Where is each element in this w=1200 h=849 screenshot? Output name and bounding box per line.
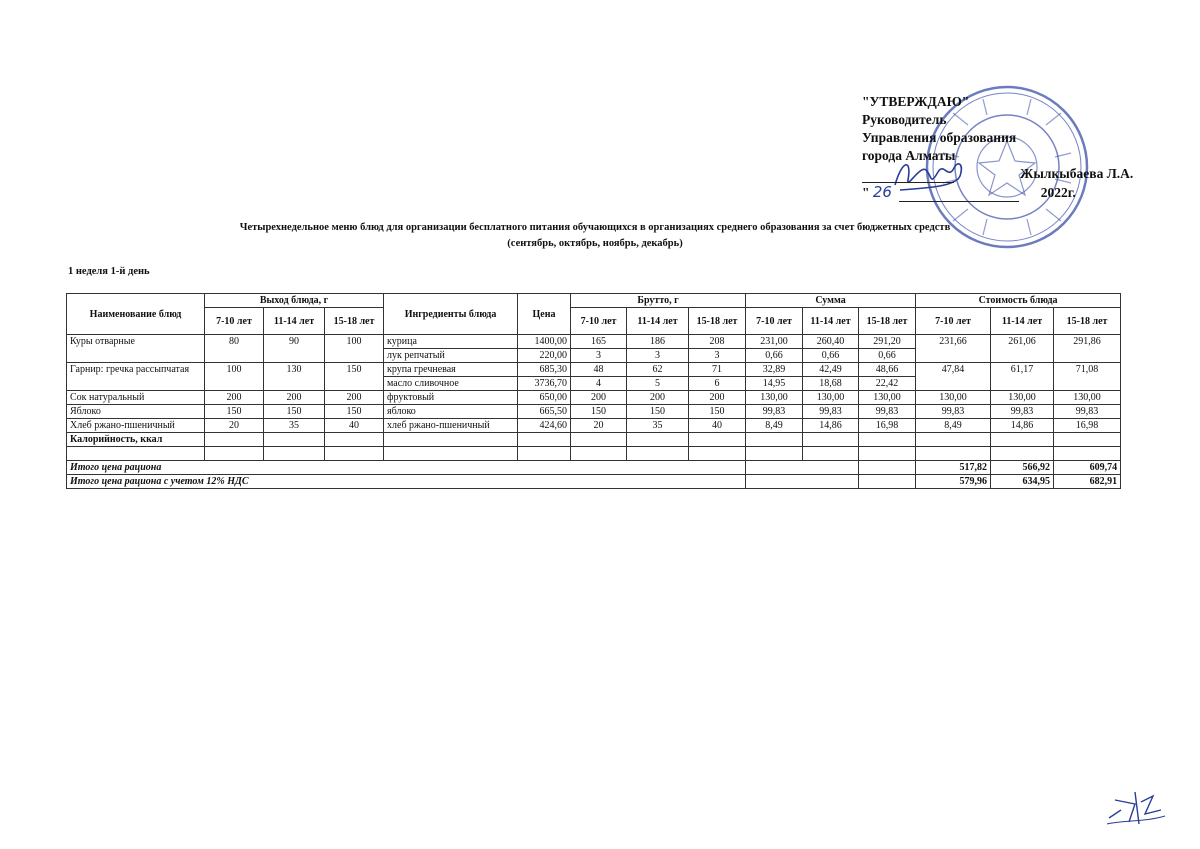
sum-cell: 48,66 (859, 363, 916, 377)
table-row (67, 391, 1121, 405)
approval-date-row (862, 183, 1133, 202)
cost-cell: 16,98 (1054, 419, 1121, 433)
age-header: 11-14 лет (991, 308, 1054, 335)
yield-cell: 150 (325, 363, 384, 391)
gross-cell: 200 (627, 391, 689, 405)
dish-name: Хлеб ржано-пшеничный (67, 419, 205, 433)
ingredient-cell: хлеб ржано-пшеничный (384, 419, 518, 433)
sum-cell: 8,49 (746, 419, 803, 433)
approval-department: Управления образования (862, 130, 1017, 145)
calories-label: Калорийность, ккал (67, 433, 205, 447)
ingredient-cell: крупа гречневая (384, 363, 518, 377)
sum-cell: 0,66 (803, 349, 859, 363)
sum-cell: 99,83 (803, 405, 859, 419)
sum-cell: 130,00 (859, 391, 916, 405)
gross-cell: 20 (571, 419, 627, 433)
gross-cell: 40 (689, 419, 746, 433)
yield-cell: 150 (264, 405, 325, 419)
menu-table (66, 293, 1121, 489)
header-row-2 (67, 308, 1121, 335)
age-header: 11-14 лет (264, 308, 325, 335)
approval-block (862, 93, 1133, 202)
gross-cell: 48 (571, 363, 627, 377)
age-header: 15-18 лет (859, 308, 916, 335)
total-vat-value: 579,96 (916, 475, 991, 489)
total-value: 517,82 (916, 461, 991, 475)
gross-cell: 200 (571, 391, 627, 405)
age-header: 7-10 лет (916, 308, 991, 335)
sum-cell: 14,86 (803, 419, 859, 433)
yield-cell: 130 (264, 363, 325, 391)
approval-position: Руководитель (862, 112, 947, 127)
sum-cell: 22,42 (859, 377, 916, 391)
age-header: 7-10 лет (746, 308, 803, 335)
cost-cell: 99,83 (1054, 405, 1121, 419)
cost-cell: 261,06 (991, 335, 1054, 363)
total-vat-value: 682,91 (1054, 475, 1121, 489)
price-cell: 424,60 (518, 419, 571, 433)
sum-cell: 99,83 (746, 405, 803, 419)
gross-cell: 150 (627, 405, 689, 419)
yield-cell: 150 (205, 405, 264, 419)
table-row (67, 405, 1121, 419)
cost-cell: 47,84 (916, 363, 991, 391)
header-row-1 (67, 294, 1121, 308)
date-day: 26 (872, 183, 892, 201)
date-month-line (899, 187, 1019, 202)
age-header: 11-14 лет (627, 308, 689, 335)
date-quote: " (862, 185, 870, 200)
yield-cell: 40 (325, 419, 384, 433)
gross-cell: 62 (627, 363, 689, 377)
approval-name: Жылкыбаева Л.А. (1020, 166, 1134, 181)
yield-cell: 100 (325, 335, 384, 363)
header-price: Цена (518, 294, 571, 335)
sum-cell: 99,83 (859, 405, 916, 419)
sum-cell: 16,98 (859, 419, 916, 433)
cost-cell: 231,66 (916, 335, 991, 363)
sum-cell: 231,00 (746, 335, 803, 349)
total-value: 609,74 (1054, 461, 1121, 475)
dish-name: Гарнир: гречка рассыпчатая (67, 363, 205, 391)
table-row (67, 363, 1121, 377)
age-header: 7-10 лет (205, 308, 264, 335)
header-gross: Брутто, г (571, 294, 746, 308)
total-row (67, 461, 1121, 475)
header-cost: Стоимость блюда (916, 294, 1121, 308)
cost-cell: 130,00 (916, 391, 991, 405)
cost-cell: 14,86 (991, 419, 1054, 433)
cost-cell: 291,86 (1054, 335, 1121, 363)
sum-cell: 130,00 (803, 391, 859, 405)
age-header: 11-14 лет (803, 308, 859, 335)
cost-cell: 71,08 (1054, 363, 1121, 391)
gross-cell: 150 (689, 405, 746, 419)
header-ingredients: Ингредиенты блюда (384, 294, 518, 335)
sum-cell: 18,68 (803, 377, 859, 391)
age-header: 15-18 лет (689, 308, 746, 335)
sum-cell: 291,20 (859, 335, 916, 349)
sum-cell: 0,66 (746, 349, 803, 363)
gross-cell: 35 (627, 419, 689, 433)
gross-cell: 6 (689, 377, 746, 391)
total-value: 566,92 (991, 461, 1054, 475)
yield-cell: 150 (325, 405, 384, 419)
ingredient-cell: фруктовый (384, 391, 518, 405)
price-cell: 220,00 (518, 349, 571, 363)
document-title (100, 220, 1090, 252)
header-dish: Наименование блюд (67, 294, 205, 335)
cost-cell: 130,00 (1054, 391, 1121, 405)
total-vat-row (67, 475, 1121, 489)
sum-cell: 0,66 (859, 349, 916, 363)
week-day-label: 1 неделя 1-й день (68, 266, 150, 277)
gross-cell: 4 (571, 377, 627, 391)
title-line-2: (сентябрь, октябрь, ноябрь, декабрь) (507, 238, 683, 249)
corner-initials-signature (1105, 780, 1167, 830)
total-label: Итого цена рациона (67, 461, 746, 475)
gross-cell: 5 (627, 377, 689, 391)
signature-line (862, 168, 954, 183)
gross-cell: 200 (689, 391, 746, 405)
yield-cell: 35 (264, 419, 325, 433)
calories-row (67, 433, 1121, 447)
gross-cell: 71 (689, 363, 746, 377)
ingredient-cell: курица (384, 335, 518, 349)
yield-cell: 90 (264, 335, 325, 363)
ingredient-cell: яблоко (384, 405, 518, 419)
yield-cell: 200 (205, 391, 264, 405)
total-vat-value: 634,95 (991, 475, 1054, 489)
yield-cell: 200 (264, 391, 325, 405)
total-vat-label: Итого цена рациона с учетом 12% НДС (67, 475, 746, 489)
title-line-1: Четырехнедельное меню блюд для организации бесплатного питания обучающихся в организациях среднего образования за счет бюджетных средств (239, 222, 951, 233)
gross-cell: 208 (689, 335, 746, 349)
empty-row (67, 447, 1121, 461)
age-header: 7-10 лет (571, 308, 627, 335)
gross-cell: 3 (571, 349, 627, 363)
date-year: 2022г. (1040, 185, 1076, 200)
gross-cell: 150 (571, 405, 627, 419)
yield-cell: 100 (205, 363, 264, 391)
age-header: 15-18 лет (325, 308, 384, 335)
cost-cell: 61,17 (991, 363, 1054, 391)
header-sum: Сумма (746, 294, 916, 308)
gross-cell: 186 (627, 335, 689, 349)
table-row (67, 419, 1121, 433)
yield-cell: 80 (205, 335, 264, 363)
table-row (67, 335, 1121, 349)
gross-cell: 3 (689, 349, 746, 363)
price-cell: 3736,70 (518, 377, 571, 391)
price-cell: 650,00 (518, 391, 571, 405)
cost-cell: 99,83 (991, 405, 1054, 419)
yield-cell: 20 (205, 419, 264, 433)
header-yield: Выход блюда, г (205, 294, 384, 308)
cost-cell: 8,49 (916, 419, 991, 433)
ingredient-cell: масло сливочное (384, 377, 518, 391)
sum-cell: 260,40 (803, 335, 859, 349)
sum-cell: 42,49 (803, 363, 859, 377)
sum-cell: 130,00 (746, 391, 803, 405)
price-cell: 665,50 (518, 405, 571, 419)
approval-approve: "УТВЕРЖДАЮ" (862, 94, 970, 109)
ingredient-cell: лук репчатый (384, 349, 518, 363)
price-cell: 1400,00 (518, 335, 571, 349)
price-cell: 685,30 (518, 363, 571, 377)
dish-name: Яблоко (67, 405, 205, 419)
dish-name: Сок натуральный (67, 391, 205, 405)
approval-city: города Алматы (862, 148, 956, 163)
sum-cell: 14,95 (746, 377, 803, 391)
dish-name: Куры отварные (67, 335, 205, 363)
yield-cell: 200 (325, 391, 384, 405)
age-header: 15-18 лет (1054, 308, 1121, 335)
sum-cell: 32,89 (746, 363, 803, 377)
approval-signature-row (862, 165, 1133, 183)
gross-cell: 165 (571, 335, 627, 349)
gross-cell: 3 (627, 349, 689, 363)
cost-cell: 99,83 (916, 405, 991, 419)
cost-cell: 130,00 (991, 391, 1054, 405)
